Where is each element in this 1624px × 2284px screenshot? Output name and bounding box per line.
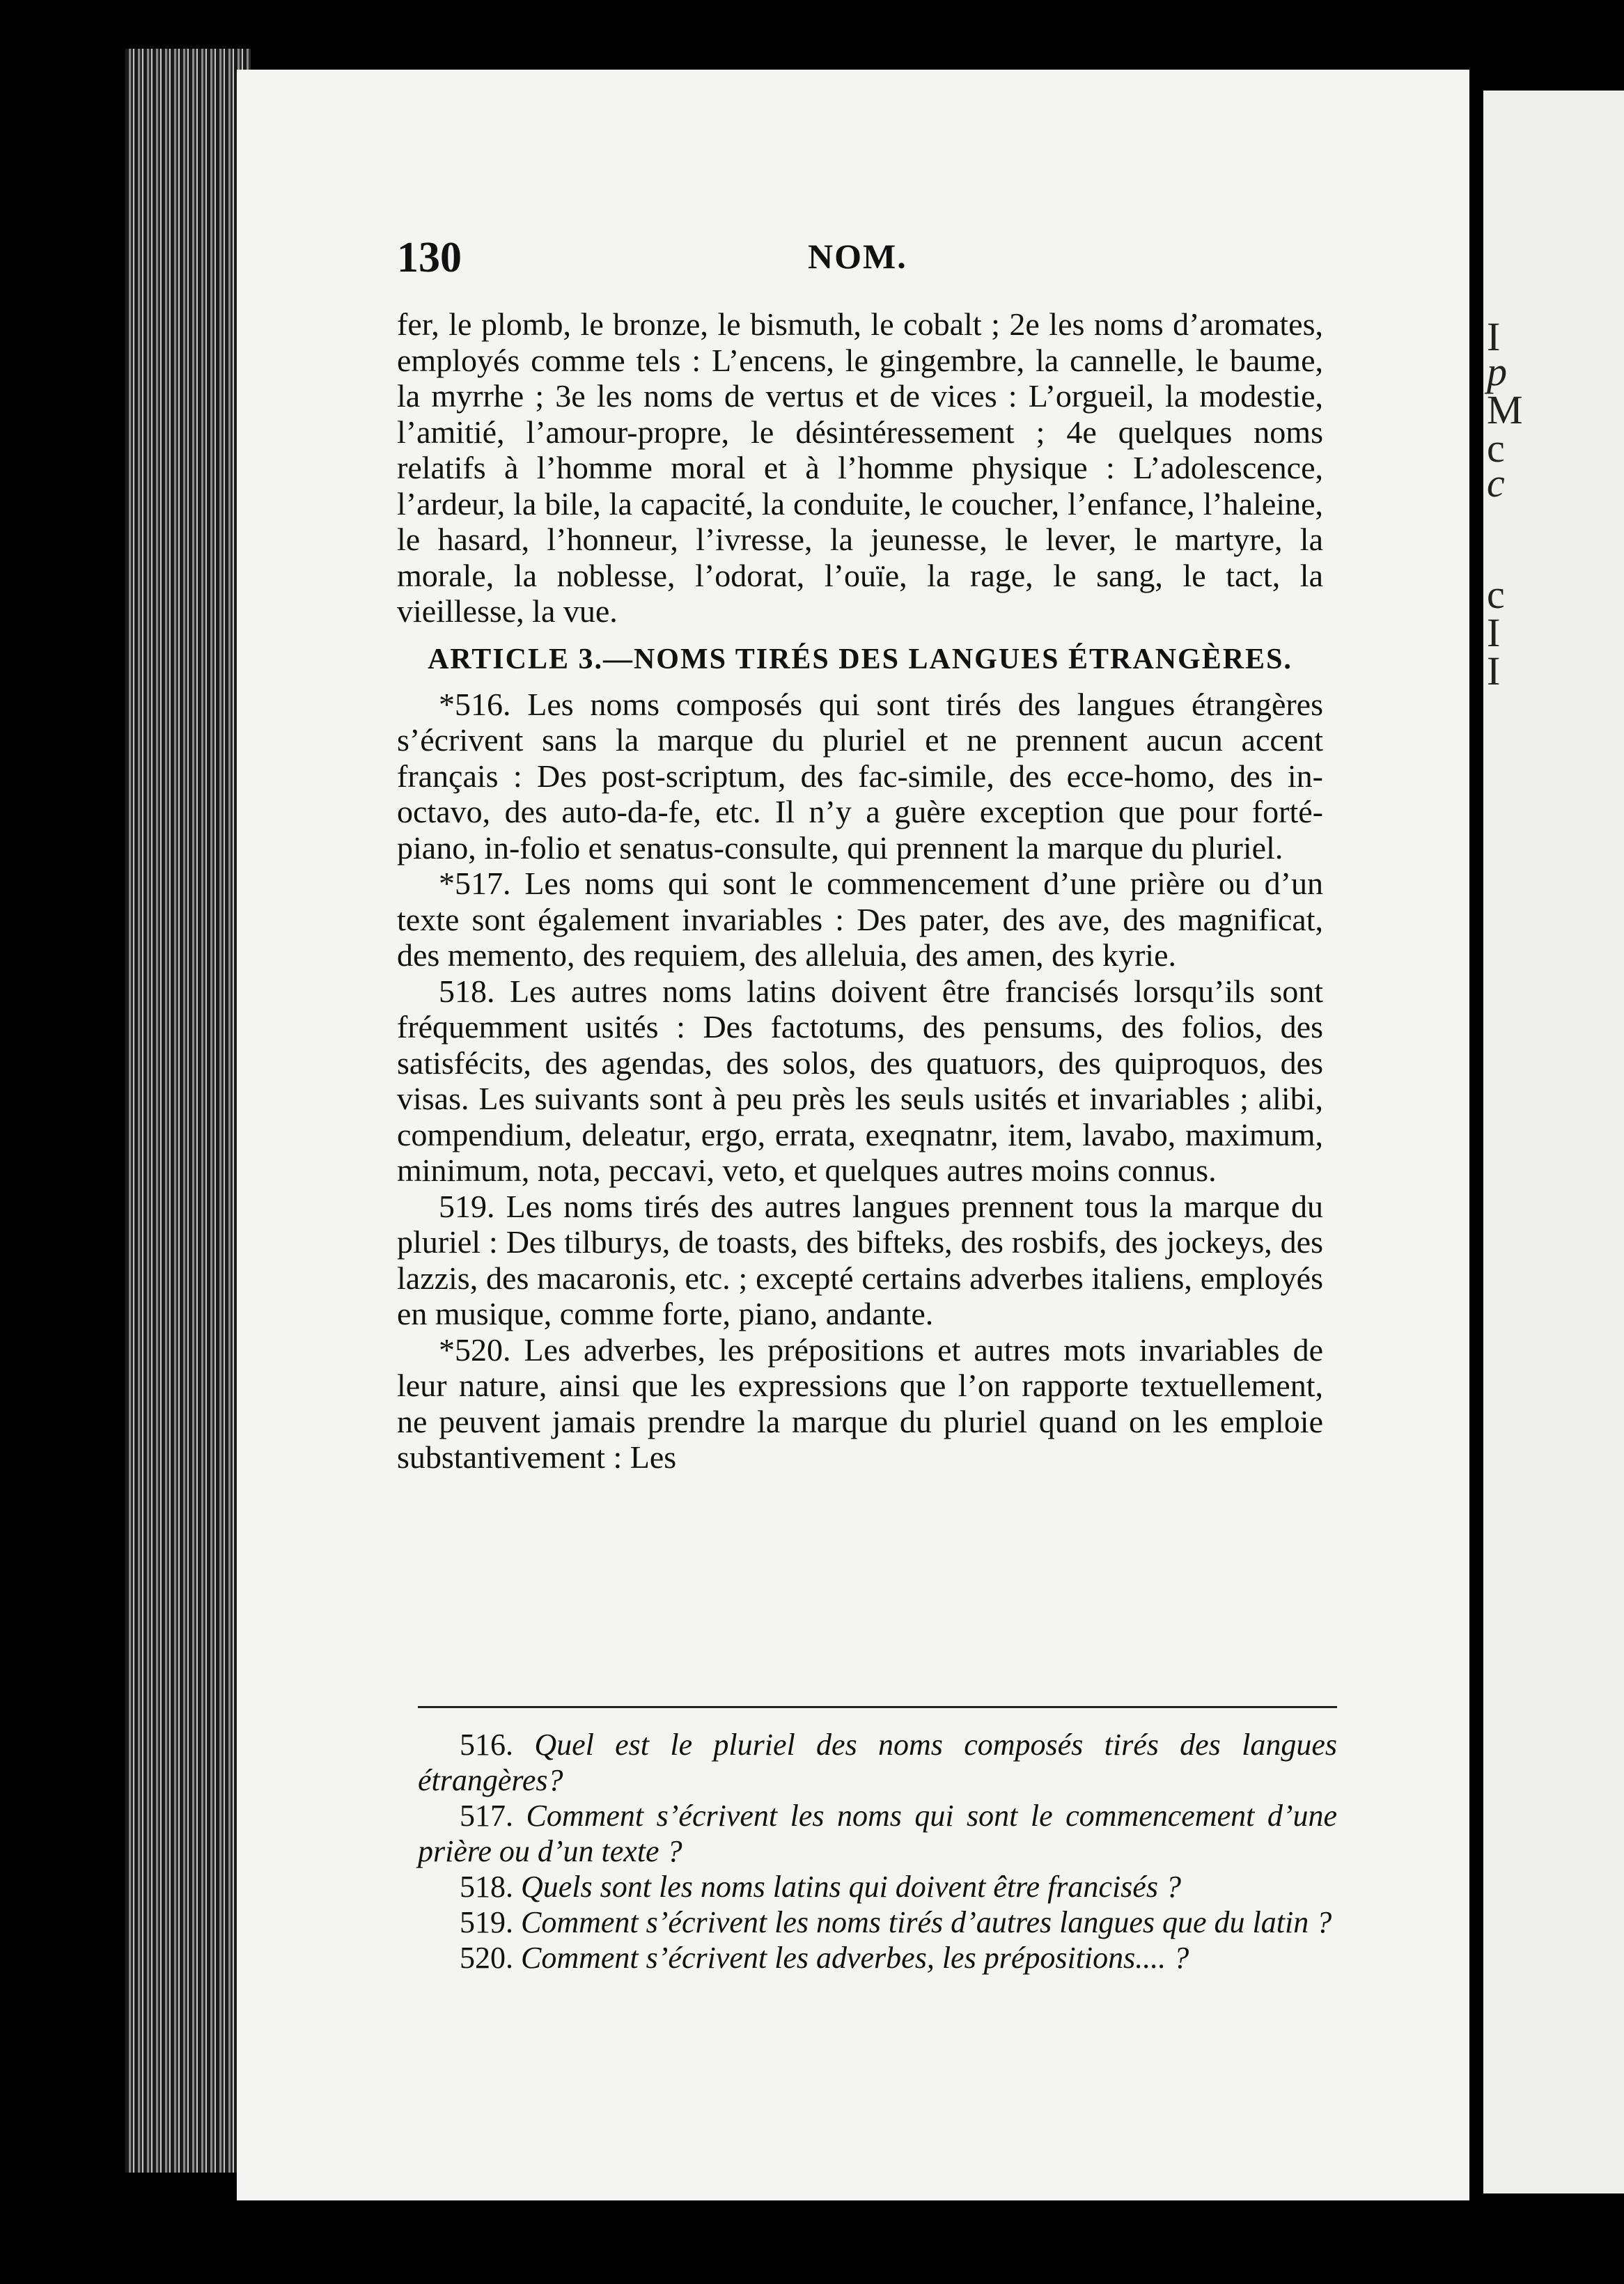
question-number: 517. (460, 1799, 513, 1833)
question-number: 519. (460, 1905, 513, 1939)
facing-page-char: c (1487, 425, 1505, 471)
book-page-edges (125, 49, 251, 2173)
question-item (418, 1798, 1337, 1869)
facing-page-fragment (1483, 91, 1624, 2193)
paragraph: fer, le plomb, le bronze, le bismuth, le cobalt ; 2e les noms d’aromates, employés comme tels : L’encens, le gingembre, la cannelle, le baume, la myrrhe ; 3e les noms de vertus et de vices : L’orgueil, la modestie, l’amitié, l’amour-propre, le désintéressement ; 4e quelques noms relatifs à l’homme moral et à l’homme physique : L’adolescence, l’ardeur, la bile, la capacité, la conduite, le coucher, l’enfance, l’haleine, le hasard, l’honneur, l’ivresse, la jeunesse, le lever, le martyre, la morale, la noblesse, l’odorat, l’ouïe, la rage, le sang, le tact, la vieillesse, la vue. (397, 306, 1323, 629)
facing-page-char: M (1487, 387, 1523, 432)
running-title: NOM. (808, 237, 907, 276)
question-item (418, 1904, 1337, 1940)
question-text: Comment s’écrivent les noms qui sont le commencement d’une prière ou d’un texte ? (418, 1799, 1338, 1868)
section-519: 519. Les noms tirés des autres langues prennent tous la marque du pluriel : Des tilburys, de toasts, des bifteks, des rosbifs, des jockeys, des lazzis, des macaronis, etc. ; excepté certains adverbes italiens, employés en musique, comme forte, piano, andante. (397, 1188, 1323, 1331)
question-item (418, 1940, 1337, 1976)
page-number: 130 (397, 234, 462, 281)
question-number: 520. (460, 1941, 513, 1975)
article-heading: ARTICLE 3.—NOMS TIRÉS DES LANGUES ÉTRANGÈRES. (428, 643, 1293, 675)
section-516: *516. Les noms composés qui sont tirés des langues étrangères s’écrivent sans la marque du pluriel et ne prennent aucun accent français : Des post-scriptum, des fac-simile, des ecce-homo, des in-octavo, des auto-da-fe, etc. Il n’y a guère exception que pour forté-piano, in-folio et senatus-consulte, qui prennent la marque du pluriel. (397, 686, 1323, 866)
facing-page-char: c (1487, 572, 1505, 617)
section-518: 518. Les autres noms latins doivent être francisés lorsqu’ils sont fréquemment usités : Des factotums, des pensums, des folios, des satisfécits, des agendas, des solos, des quatuors, des quiproquos, des visas. Les suivants sont à peu près les seuls usités et invariables ; alibi, compendium, deleatur, ergo, errata, exeqnatnr, item, lavabo, maximum, minimum, nota, peccavi, veto, et quelques autres moins connus. (397, 973, 1323, 1188)
question-item (418, 1727, 1337, 1798)
question-text: Quels sont les noms latins qui doivent être francisés ? (521, 1870, 1181, 1904)
question-text: Comment s’écrivent les adverbes, les prépositions.... ? (521, 1941, 1189, 1975)
question-item (418, 1869, 1337, 1904)
section-520: *520. Les adverbes, les prépositions et autres mots invariables de leur nature, ainsi que les expressions que l’on rapporte textuellement, ne peuvent jamais prendre la marque du pluriel quand on les emploie substantivement : Les (397, 1331, 1323, 1475)
question-text: Quel est le pluriel des noms composés tirés des langues étrangères? (418, 1728, 1337, 1797)
body-text (397, 306, 1323, 1476)
facing-page-char: c (1487, 460, 1505, 506)
question-number: 518. (460, 1870, 513, 1904)
question-text: Comment s’écrivent les noms tirés d’autres langues que du latin ? (521, 1905, 1332, 1939)
facing-page-char: I (1487, 610, 1501, 655)
running-head (0, 233, 1624, 289)
facing-page-char: p (1487, 349, 1507, 394)
facing-page-char: I (1487, 314, 1501, 359)
facing-page-char: I (1487, 648, 1501, 694)
footnote-rule (418, 1706, 1337, 1708)
question-number: 516. (460, 1728, 513, 1762)
review-questions (418, 1727, 1337, 1976)
section-517: *517. Les noms qui sont le commencement d’une prière ou d’un texte sont également invariables : Des pater, des ave, des magnificat, des memento, des requiem, des alleluia, des amen, des kyrie. (397, 866, 1323, 973)
